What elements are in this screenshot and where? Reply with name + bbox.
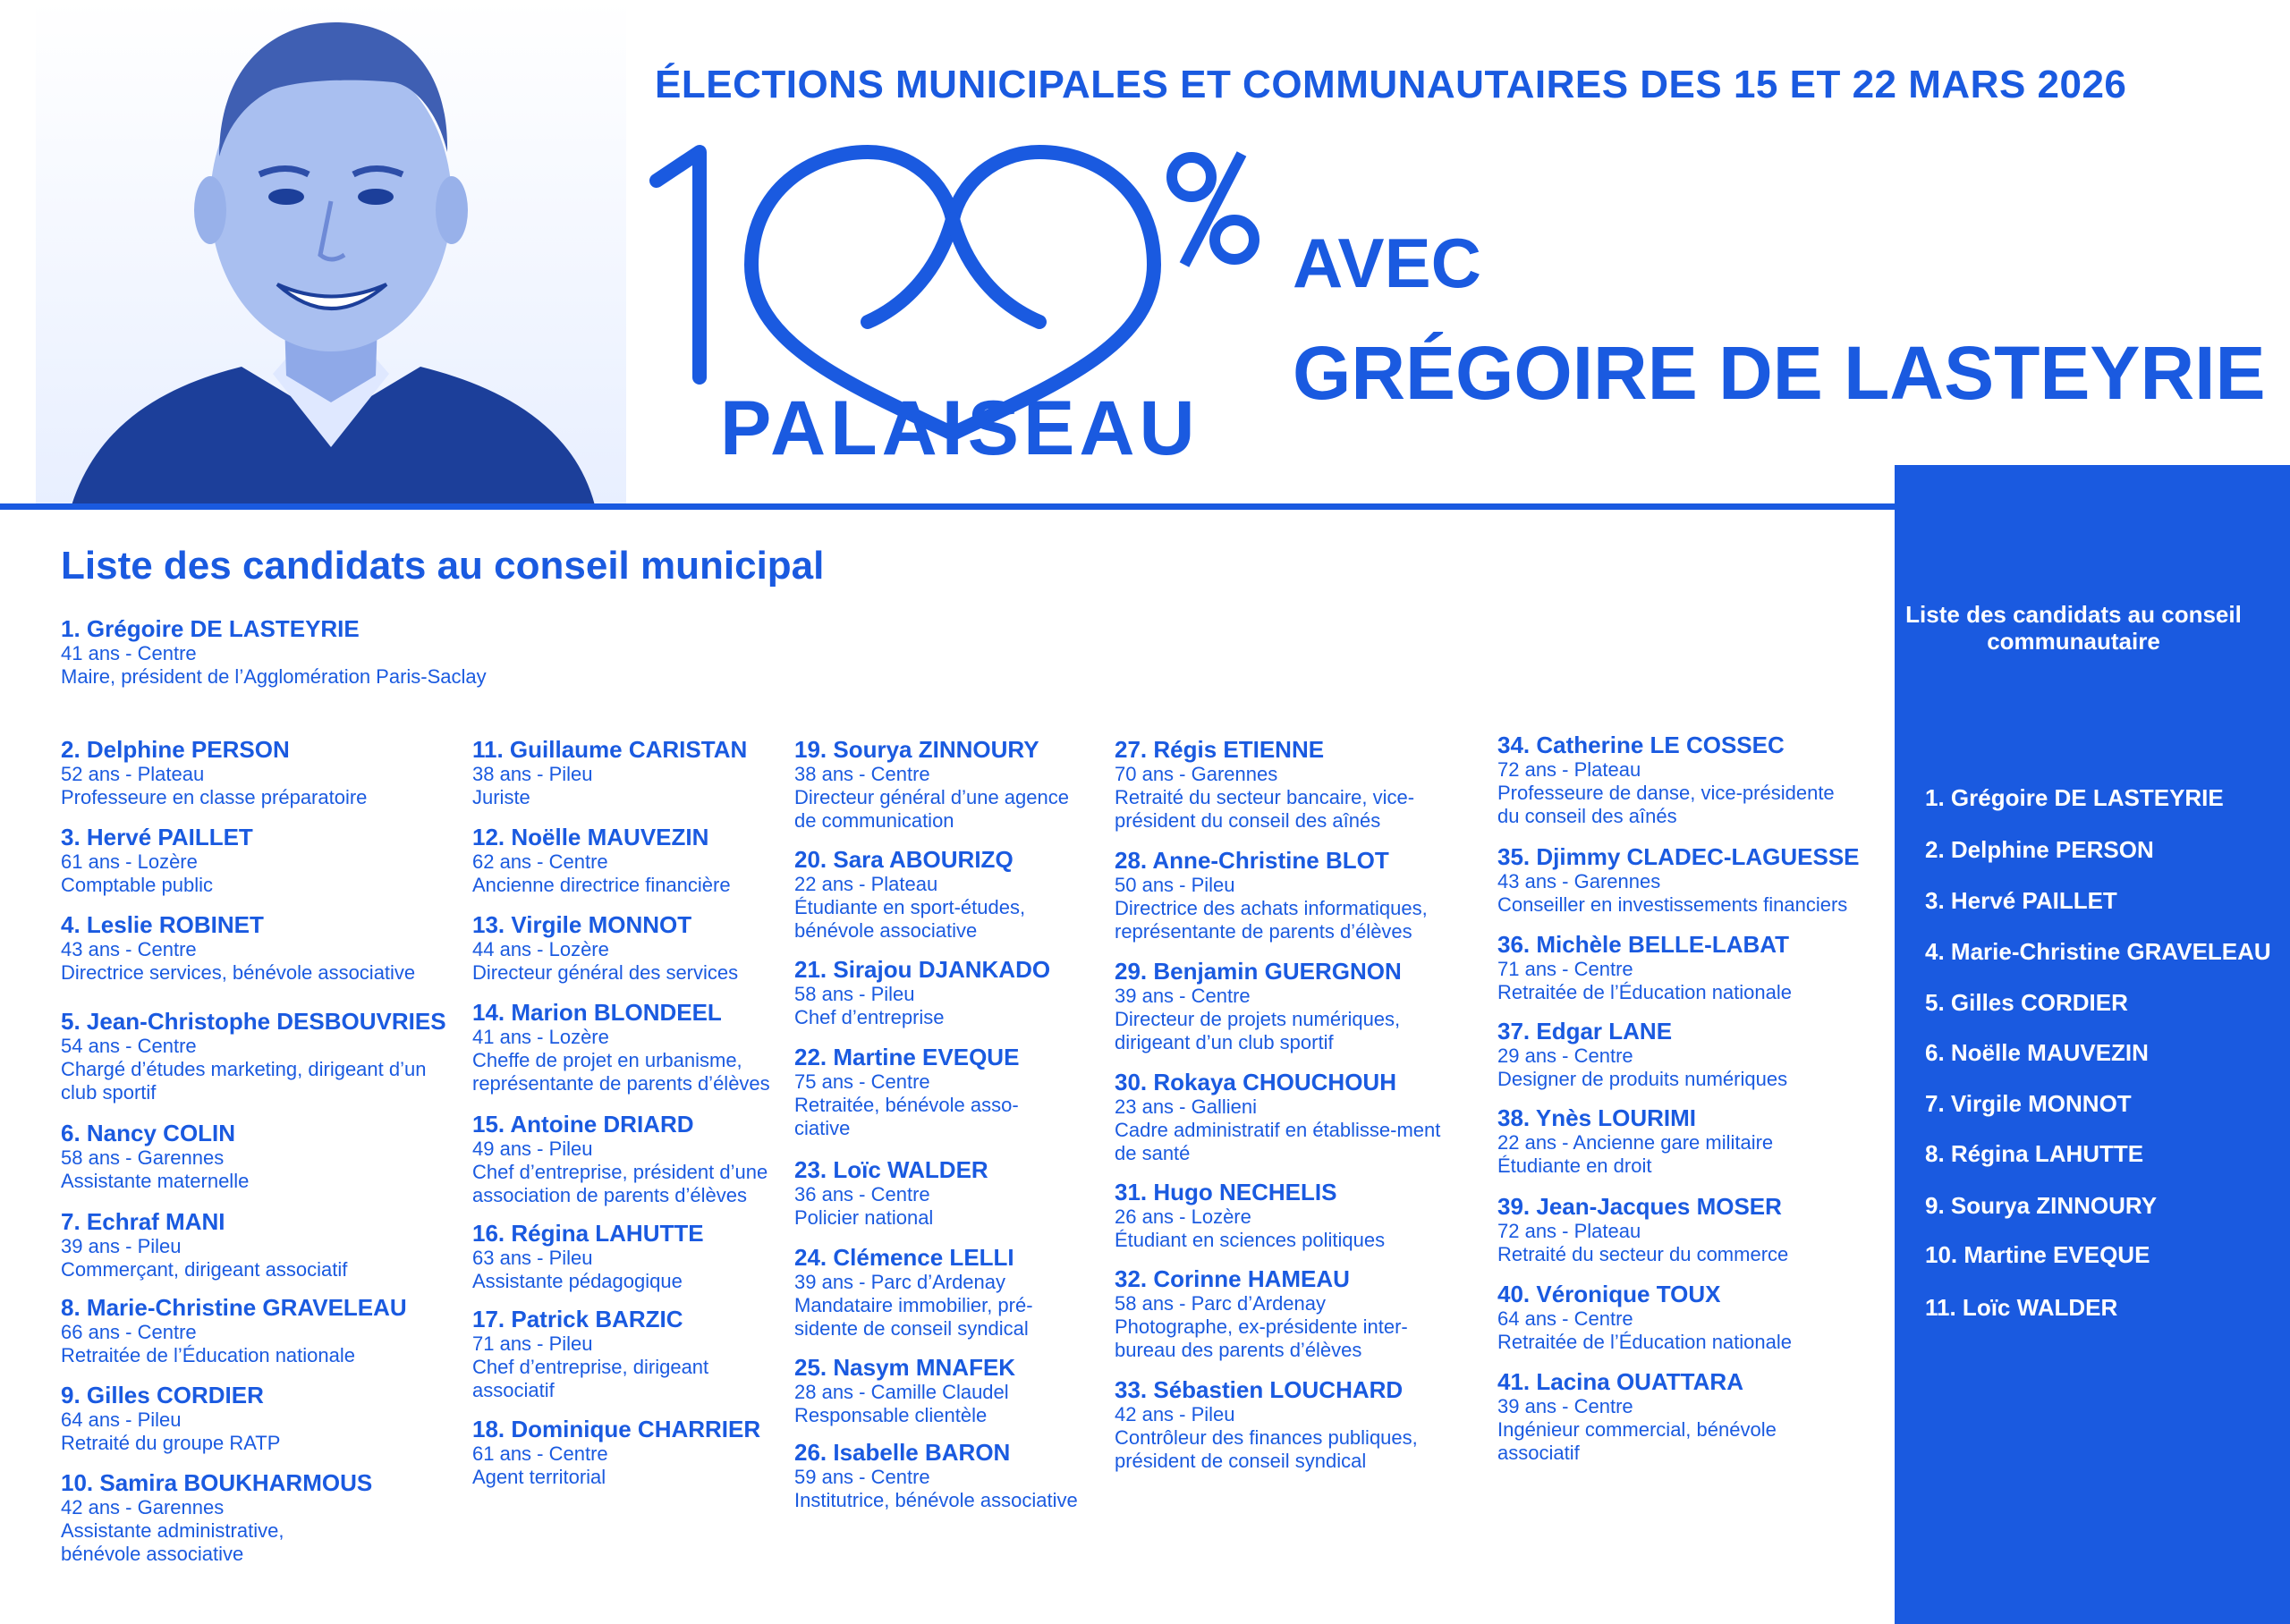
community-list-item: 9. Sourya ZINNOURY	[1925, 1192, 2158, 1219]
candidate-name: 21. Sirajou DJANKADO	[794, 956, 1051, 983]
candidate-name: 37. Edgar LANE	[1497, 1018, 1673, 1045]
candidate-age: 39 ans - Centre	[1497, 1395, 1633, 1417]
candidate-role: Chargé d’études marketing, dirigeant d’un club sportif	[61, 1058, 427, 1104]
candidate-entry	[472, 1306, 776, 1402]
candidate-role: Assistante maternelle	[61, 1170, 250, 1192]
candidate-name: 12. Noëlle MAUVEZIN	[472, 824, 709, 850]
candidate-entry	[472, 1220, 776, 1293]
candidate-role: Conseiller en investissements financiers	[1497, 893, 1848, 916]
candidate-entry	[794, 1354, 1090, 1427]
candidate-age: 71 ans - Pileu	[472, 1332, 593, 1355]
candidate-role: Ingénieur commercial, bénévole associatif	[1497, 1418, 1777, 1464]
candidate-name: 1. Grégoire DE LASTEYRIE	[61, 615, 360, 642]
community-list-item: 4. Marie-Christine GRAVELEAU	[1925, 938, 2271, 965]
candidate-role: Directrice services, bénévole associative	[61, 961, 416, 984]
community-list-item: 2. Delphine PERSON	[1925, 836, 2154, 863]
candidate-age: 39 ans - Centre	[1115, 985, 1251, 1007]
candidate-name: 31. Hugo NECHELIS	[1115, 1179, 1337, 1205]
candidate-age: 43 ans - Garennes	[1497, 870, 1661, 892]
candidate-name: 24. Clémence LELLI	[794, 1244, 1014, 1271]
candidate-entry	[1115, 1265, 1455, 1362]
candidate-entry	[472, 1111, 776, 1207]
candidate-role: Ancienne directrice financière	[472, 874, 731, 896]
candidate-entry	[61, 1294, 454, 1367]
candidate-role: Chef d’entreprise, président d’une association de parents d’élèves	[472, 1161, 768, 1206]
candidate-age: 64 ans - Pileu	[61, 1408, 182, 1431]
candidate-entry	[794, 846, 1090, 943]
candidate-age: 72 ans - Plateau	[1497, 1220, 1641, 1242]
candidate-name: 26. Isabelle BARON	[794, 1439, 1011, 1466]
logo-city-name: PALAISEAU	[720, 385, 1200, 471]
candidate-role: Juriste	[472, 786, 530, 808]
candidate-role: Retraitée, bénévole asso-ciative	[794, 1094, 1019, 1139]
candidate-name: 32. Corinne HAMEAU	[1115, 1265, 1350, 1292]
candidate-name: 15. Antoine DRIARD	[472, 1111, 694, 1138]
candidate-role: Retraité du secteur du commerce	[1497, 1243, 1789, 1265]
candidate-entry	[1497, 1193, 1882, 1266]
candidate-name: 17. Patrick BARZIC	[472, 1306, 683, 1332]
candidate-entry	[472, 911, 776, 985]
candidate-role: Assistante administrative, bénévole associative	[61, 1519, 284, 1565]
community-list-item: 7. Virgile MONNOT	[1925, 1090, 2132, 1117]
candidate-entry	[794, 1439, 1090, 1512]
candidate-role: Retraité du groupe RATP	[61, 1432, 281, 1454]
candidate-entry	[1497, 732, 1846, 828]
community-list-item: 5. Gilles CORDIER	[1925, 989, 2128, 1016]
community-list-heading: Liste des candidats au conseil communautaire	[1905, 601, 2242, 655]
candidate-name: 2. Delphine PERSON	[61, 736, 290, 763]
candidate-name: 29. Benjamin GUERGNON	[1115, 958, 1402, 985]
candidate-age: 23 ans - Gallieni	[1115, 1095, 1257, 1118]
candidate-role: Assistante pédagogique	[472, 1270, 683, 1292]
municipal-list-heading: Liste des candidats au conseil municipal	[61, 544, 825, 588]
candidate-age: 39 ans - Parc d’Ardenay	[794, 1271, 1006, 1293]
candidate-name: 39. Jean-Jacques MOSER	[1497, 1193, 1782, 1220]
candidate-name: 6. Nancy COLIN	[61, 1120, 236, 1146]
candidate-name: 5. Jean-Christophe DESBOUVRIES	[61, 1008, 446, 1035]
candidate-name: 3. Hervé PAILLET	[61, 824, 253, 850]
candidate-role: Retraité du secteur bancaire, vice-président du conseil des aînés	[1115, 786, 1415, 832]
candidate-role: Agent territorial	[472, 1466, 606, 1488]
candidate-entry	[794, 736, 1090, 833]
candidate-name: 23. Loïc WALDER	[794, 1156, 988, 1183]
candidate-age: 42 ans - Garennes	[61, 1496, 225, 1518]
candidate-entry	[61, 1008, 454, 1104]
candidate-role: Étudiante en sport-études, bénévole associative	[794, 896, 1026, 942]
candidate-name: 14. Marion BLONDEEL	[472, 999, 722, 1026]
candidate-name: 19. Sourya ZINNOURY	[794, 736, 1039, 763]
candidate-name: 20. Sara ABOURIZQ	[794, 846, 1014, 873]
candidate-role: Professeure de danse, vice-présidente du conseil des aînés	[1497, 782, 1835, 827]
candidate-entry	[794, 1044, 1063, 1140]
candidate-role: Contrôleur des finances publiques, président de conseil syndical	[1115, 1426, 1418, 1472]
header-divider	[0, 503, 1896, 510]
candidate-age: 50 ans - Pileu	[1115, 874, 1235, 896]
candidate-name: 25. Nasym MNAFEK	[794, 1354, 1016, 1381]
candidate-age: 49 ans - Pileu	[472, 1138, 593, 1160]
candidate-name: 18. Dominique CHARRIER	[472, 1416, 761, 1442]
candidate-role: Institutrice, bénévole associative	[794, 1489, 1078, 1511]
candidate-entry	[472, 1416, 776, 1489]
candidate-age: 58 ans - Garennes	[61, 1146, 225, 1169]
candidate-entry	[1115, 1376, 1472, 1473]
portrait-illustration	[36, 0, 626, 505]
candidate-name: 7. Echraf MANI	[61, 1208, 225, 1235]
candidate-entry	[61, 1382, 454, 1455]
candidate-entry	[1115, 847, 1481, 943]
candidate-entry	[1497, 843, 1882, 917]
candidate-entry	[794, 956, 1090, 1029]
candidate-entry	[794, 1156, 1090, 1230]
community-list-item: 11. Loïc WALDER	[1925, 1294, 2118, 1321]
candidate-entry	[61, 736, 454, 809]
candidate-age: 41 ans - Centre	[61, 642, 197, 664]
candidate-age: 63 ans - Pileu	[472, 1247, 593, 1269]
candidate-age: 43 ans - Centre	[61, 938, 197, 960]
candidate-entry	[1497, 931, 1882, 1004]
candidate-entry	[61, 1120, 454, 1193]
candidate-name: 22. Martine EVEQUE	[794, 1044, 1020, 1070]
candidate-portrait	[36, 0, 626, 505]
candidate-name: 27. Régis ETIENNE	[1115, 736, 1325, 763]
candidate-role: Cheffe de projet en urbanisme, représentante de parents d’élèves	[472, 1049, 770, 1095]
candidate-age: 59 ans - Centre	[794, 1466, 930, 1488]
candidate-age: 62 ans - Centre	[472, 850, 608, 873]
candidate-age: 61 ans - Centre	[472, 1442, 608, 1465]
candidate-role: Retraitée de l’Éducation nationale	[61, 1344, 356, 1366]
candidate-age: 38 ans - Pileu	[472, 763, 593, 785]
candidate-role: Policier national	[794, 1206, 934, 1229]
leader-name: GRÉGOIRE DE LASTEYRIE	[1293, 331, 2266, 415]
candidate-name: 40. Véronique TOUX	[1497, 1281, 1721, 1307]
candidate-age: 26 ans - Lozère	[1115, 1205, 1251, 1228]
candidate-role: Commerçant, dirigeant associatif	[61, 1258, 348, 1281]
candidate-role: Designer de produits numériques	[1497, 1068, 1788, 1090]
candidate-name: 33. Sébastien LOUCHARD	[1115, 1376, 1404, 1403]
candidate-name: 9. Gilles CORDIER	[61, 1382, 264, 1408]
community-list-item: 6. Noëlle MAUVEZIN	[1925, 1039, 2149, 1066]
candidate-age: 70 ans - Garennes	[1115, 763, 1278, 785]
candidate-age: 29 ans - Centre	[1497, 1045, 1633, 1067]
community-list-item: 10. Martine EVEQUE	[1925, 1241, 2150, 1268]
candidate-entry	[1115, 736, 1472, 833]
candidate-role: Retraitée de l’Éducation nationale	[1497, 981, 1793, 1003]
candidate-age: 42 ans - Pileu	[1115, 1403, 1235, 1425]
community-list-item: 8. Régina LAHUTTE	[1925, 1140, 2144, 1167]
avec-label: AVEC	[1293, 224, 1481, 302]
candidate-name: 41. Lacina OUATTARA	[1497, 1368, 1743, 1395]
candidate-entry	[472, 824, 776, 897]
candidate-role: Retraitée de l’Éducation nationale	[1497, 1331, 1793, 1353]
candidate-age: 44 ans - Lozère	[472, 938, 609, 960]
candidate-age: 54 ans - Centre	[61, 1035, 197, 1057]
candidate-entry	[61, 824, 454, 897]
candidate-age: 61 ans - Lozère	[61, 850, 198, 873]
candidate-name: 13. Virgile MONNOT	[472, 911, 692, 938]
candidate-name: 4. Leslie ROBINET	[61, 911, 264, 938]
candidate-name: 16. Régina LAHUTTE	[472, 1220, 704, 1247]
candidate-role: Directrice des achats informatiques, représentante de parents d’élèves	[1115, 897, 1428, 943]
candidate-age: 58 ans - Parc d’Ardenay	[1115, 1292, 1327, 1315]
candidate-entry	[1115, 958, 1455, 1054]
community-list-item: 1. Grégoire DE LASTEYRIE	[1925, 784, 2224, 811]
candidate-age: 66 ans - Centre	[61, 1321, 197, 1343]
candidate-age: 52 ans - Plateau	[61, 763, 205, 785]
candidate-entry	[1497, 1281, 1882, 1354]
candidate-entry	[61, 1469, 373, 1566]
candidate-name: 28. Anne-Christine BLOT	[1115, 847, 1389, 874]
candidate-age: 22 ans - Ancienne gare militaire	[1497, 1131, 1774, 1154]
candidate-name: 34. Catherine LE COSSEC	[1497, 732, 1785, 758]
candidate-entry	[472, 999, 776, 1095]
candidate-role: Étudiant en sciences politiques	[1115, 1229, 1386, 1251]
candidate-role: Directeur de projets numériques, dirigeant d’un club sportif	[1115, 1008, 1401, 1053]
candidate-age: 38 ans - Centre	[794, 763, 930, 785]
candidate-age: 58 ans - Pileu	[794, 983, 915, 1005]
candidate-role: Directeur général d’une agence de communication	[794, 786, 1069, 832]
candidate-entry	[61, 911, 463, 985]
candidate-entry	[794, 1244, 1090, 1341]
candidate-entry	[61, 1208, 454, 1281]
candidate-age: 72 ans - Plateau	[1497, 758, 1641, 781]
election-title: ÉLECTIONS MUNICIPALES ET COMMUNAUTAIRES DES 15 ET 22 MARS 2026	[655, 63, 2127, 106]
candidate-entry	[1115, 1069, 1455, 1165]
candidate-name: 35. Djimmy CLADEC-LAGUESSE	[1497, 843, 1860, 870]
community-list-item: 3. Hervé PAILLET	[1925, 887, 2117, 914]
candidate-name: 36. Michèle BELLE-LABAT	[1497, 931, 1790, 958]
candidate-role: Chef d’entreprise	[794, 1006, 945, 1028]
candidate-role: Photographe, ex-présidente inter-bureau des parents d’élèves	[1115, 1315, 1408, 1361]
candidate-entry	[1497, 1018, 1882, 1091]
candidate-role: Mandataire immobilier, pré-sidente de conseil syndical	[794, 1294, 1033, 1340]
candidate-age: 75 ans - Centre	[794, 1070, 930, 1093]
candidate-entry	[1497, 1104, 1882, 1178]
candidate-role: Comptable public	[61, 874, 213, 896]
candidate-age: 71 ans - Centre	[1497, 958, 1633, 980]
candidate-role: Étudiante en droit	[1497, 1155, 1652, 1177]
candidate-name: 8. Marie-Christine GRAVELEAU	[61, 1294, 407, 1321]
candidate-role: Directeur général des services	[472, 961, 739, 984]
candidate-entry	[472, 736, 776, 809]
candidate-entry	[61, 615, 687, 689]
candidate-age: 64 ans - Centre	[1497, 1307, 1633, 1330]
community-council-panel	[1895, 465, 2290, 1624]
candidate-age: 36 ans - Centre	[794, 1183, 930, 1205]
candidate-role: Chef d’entreprise, dirigeant associatif	[472, 1356, 709, 1401]
candidate-name: 10. Samira BOUKHARMOUS	[61, 1469, 373, 1496]
candidate-name: 11. Guillaume CARISTAN	[472, 736, 748, 763]
candidate-role: Professeure en classe préparatoire	[61, 786, 368, 808]
candidate-name: 38. Ynès LOURIMI	[1497, 1104, 1697, 1131]
candidate-age: 28 ans - Camille Claudel	[794, 1381, 1009, 1403]
candidate-role: Maire, président de l’Agglomération Paris-Saclay	[61, 665, 487, 688]
candidate-age: 39 ans - Pileu	[61, 1235, 182, 1257]
candidate-role: Cadre administratif en établisse-ment de santé	[1115, 1119, 1441, 1164]
candidate-age: 22 ans - Plateau	[794, 873, 938, 895]
candidate-entry	[1497, 1368, 1855, 1465]
candidate-entry	[1115, 1179, 1455, 1252]
candidate-role: Responsable clientèle	[794, 1404, 988, 1426]
candidate-name: 30. Rokaya CHOUCHOUH	[1115, 1069, 1396, 1095]
candidate-age: 41 ans - Lozère	[472, 1026, 609, 1048]
